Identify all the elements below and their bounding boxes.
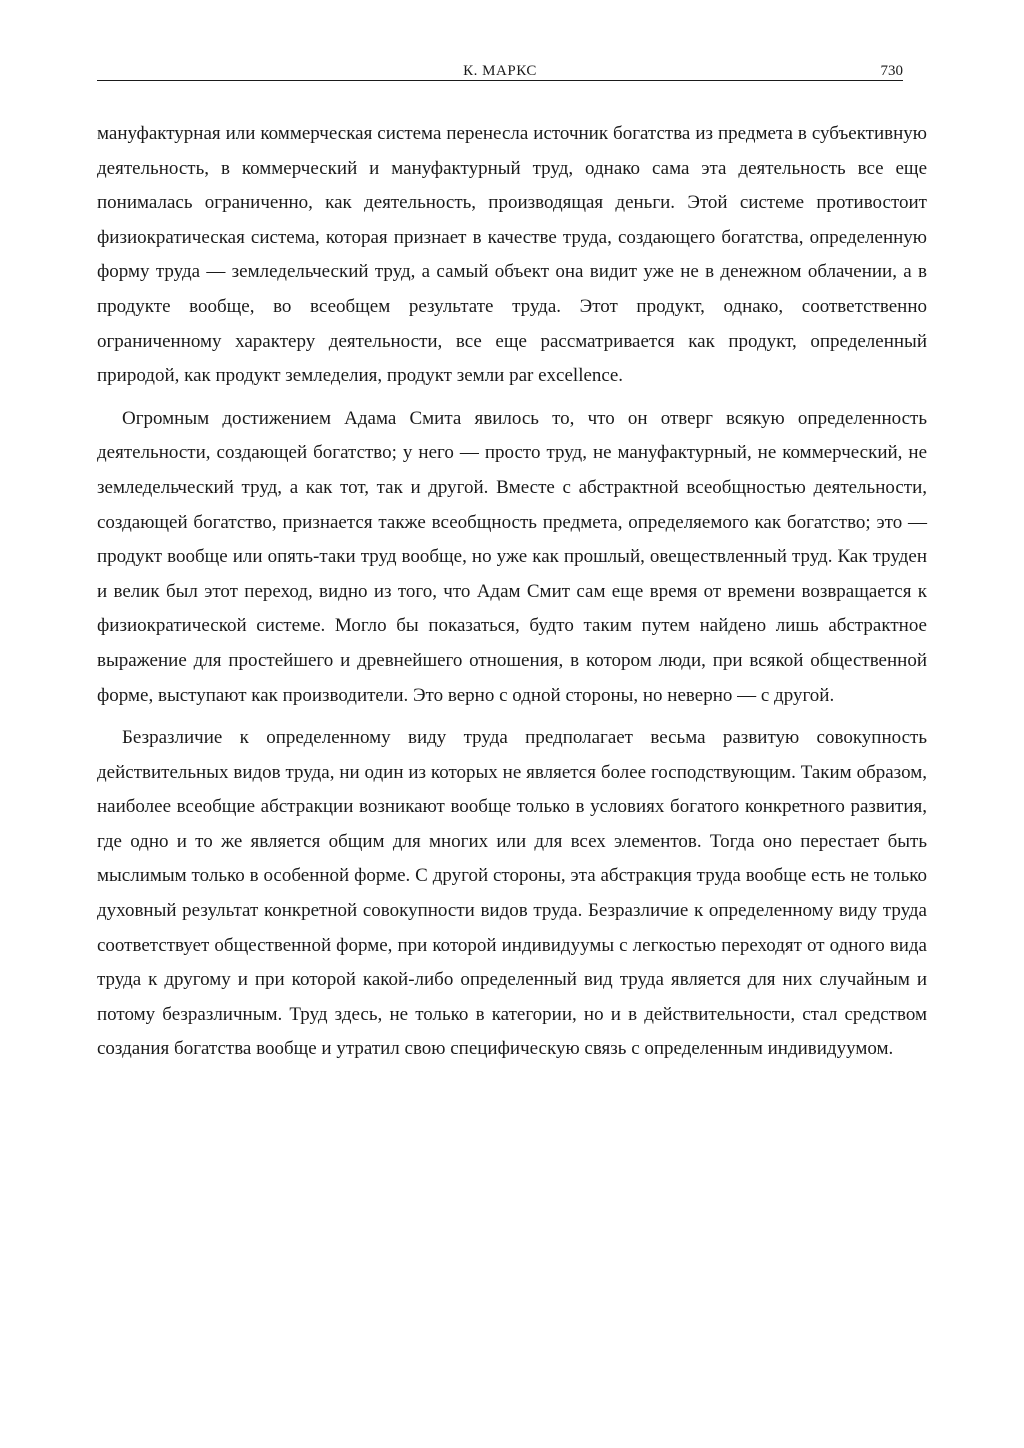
- paragraph-1: мануфактурная или коммерческая система перенесла источник богатства из предмета в субъективную деятельность, в коммерческий и мануфактурный труд, однако сама эта деятельность все еще понималась ограниченно, как деятельность, производящая деньги. Этой системе противостоит физиократическая система, которая признает в качестве труда, создающего богатства, определенную форму труда — земледельческий труд, а самый объект она видит уже не в денежном облачении, а в продукте вообще, во всеобщем результате труда. Этот продукт, однако, соответственно ограниченному характеру деятельности, все еще рассматривается как продукт, определенный природой, как продукт земледелия, продукт земли par excellence.: [97, 123, 927, 387]
- page-number: 730: [880, 63, 903, 79]
- running-header: [97, 62, 903, 81]
- body-text: [97, 117, 927, 1075]
- paragraph-2: Огромным достижением Адама Смита явилось то, что он отверг всякую определенность деятельности, создающей богатство; у него — просто труд, не мануфактурный, не коммерческий, не земледельческий труд, а как тот, так и другой. Вместе с абстрактной всеобщностью деятельности, создающей богатство, признается также всеобщность предмета, определяемого как богатство; это — продукт вообще или опять-таки труд вообще, но уже как прошлый, овеществленный труд. Как труден и велик был этот переход, видно из того, что Адам Смит сам еще время от времени возвращается к физиократической системе. Могло бы показаться, будто таким путем найдено лишь абстрактное выражение для простейшего и древнейшего отношения, в котором люди, при всякой общественной форме, выступают как производители. Это верно с одной стороны, но неверно — с другой.: [97, 407, 927, 706]
- header-author: К. МАРКС: [463, 63, 537, 79]
- paragraph-3: Безразличие к определенному виду труда предполагает весьма развитую совокупность действительных видов труда, ни один из которых не является более господствующим. Таким образом, наиболее всеобщие абстракции возникают вообще только в условиях богатого конкретного развития, где одно и то же является общим для многих или для всех элементов. Тогда оно перестает быть мыслимым только в особенной форме. С другой стороны, эта абстракция труда вообще есть не только духовный результат конкретной совокупности видов труда. Безразличие к определенному виду труда соответствует общественной форме, при которой индивидуумы с легкостью переходят от одного вида труда к другому и при которой какой-либо определенный вид труда является для них случайным и потому безразличным. Труд здесь, не только в категории, но и в действительности, стал средством создания богатства вообще и утратил свою специфическую связь с определенным индивидуумом.: [97, 727, 927, 1060]
